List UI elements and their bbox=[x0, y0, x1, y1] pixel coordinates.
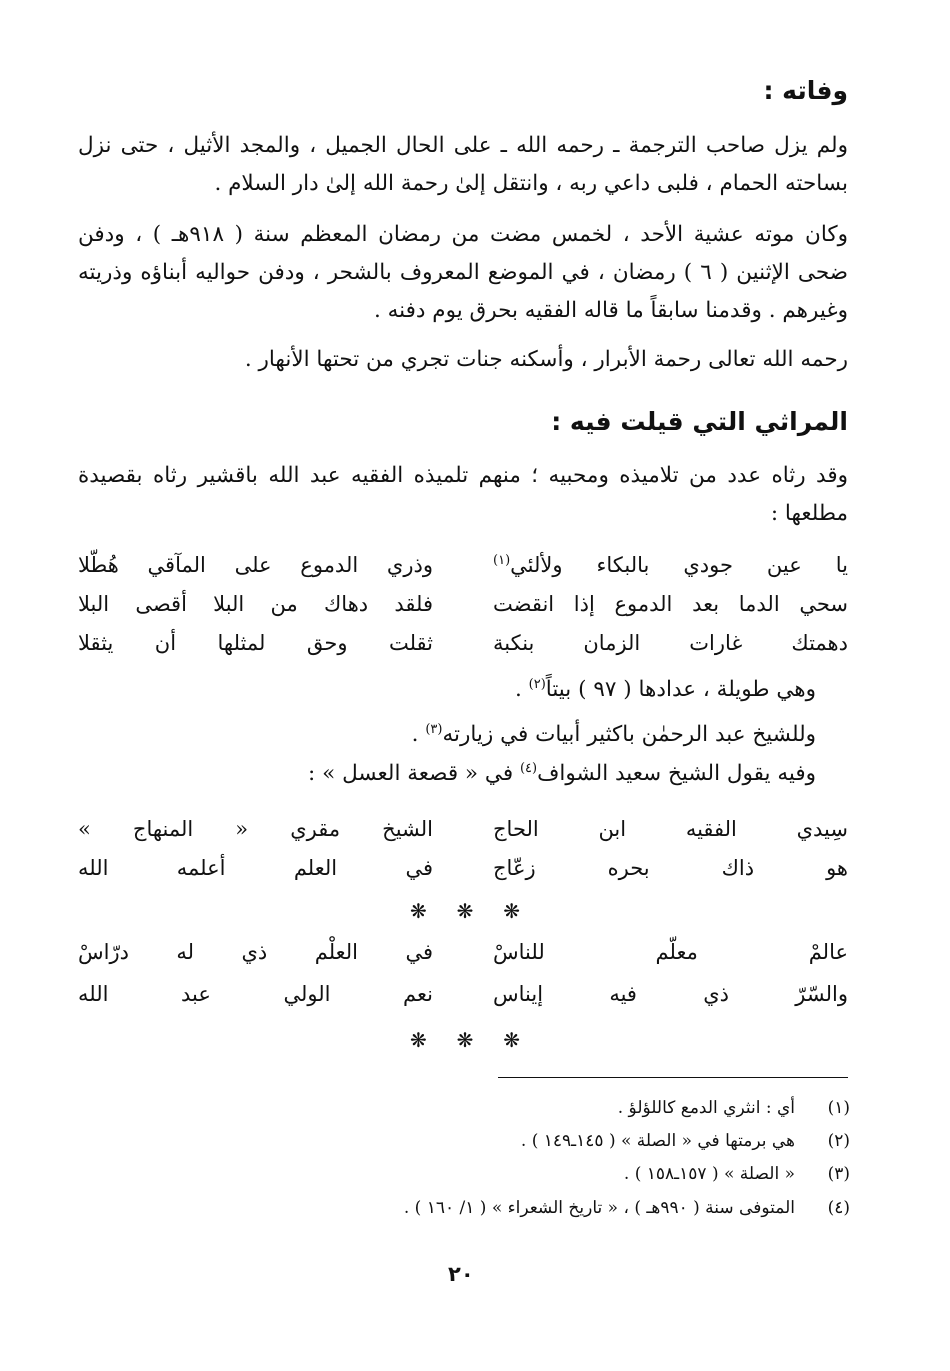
footnote-divider bbox=[498, 1077, 848, 1078]
footnote-text: هي برمتها في « الصلة » ( ١٤٥ـ١٤٩ ) . bbox=[520, 1131, 795, 1151]
footnote bbox=[624, 1159, 850, 1189]
verse-first-hemistich: سِيدي الفقيه ابن الحاج bbox=[493, 817, 848, 841]
death-paragraph-3: رحمه الله تعالى رحمة الأبرار ، وأسكنه جنات تجري من تحتها الأنهار . bbox=[244, 347, 848, 372]
star-ornament-icon: ❋ bbox=[456, 1028, 474, 1052]
stanza-separator bbox=[410, 899, 520, 923]
star-ornament-icon: ❋ bbox=[456, 899, 474, 923]
footnote-number: (٢) bbox=[827, 1131, 850, 1151]
elegies-heading: المراثي التي قيلت فيه : bbox=[551, 407, 848, 436]
footnote-ref: (١) bbox=[493, 553, 511, 568]
footnote-text: « الصلة » ( ١٥٧ـ١٥٨ ) . bbox=[623, 1164, 795, 1184]
verse-first-hemistich: والسّرّ ذي فيه إيناس bbox=[493, 982, 848, 1006]
poem-verse bbox=[78, 810, 848, 848]
footnote bbox=[521, 1126, 850, 1156]
poem-verse bbox=[78, 585, 848, 623]
death-heading: وفاته : bbox=[763, 76, 848, 105]
footnote-ref: (٤) bbox=[519, 760, 538, 776]
star-ornament-icon: ❋ bbox=[503, 1028, 520, 1052]
poem-verse bbox=[78, 624, 848, 662]
stanza-separator bbox=[410, 1028, 520, 1052]
verse-second-hemistich: الشيخ مقري « المنهاج » bbox=[78, 817, 433, 841]
footnote-number: (٤) bbox=[827, 1198, 850, 1218]
verse-second-hemistich: في العلم أعلمه الله bbox=[78, 856, 433, 880]
verse-second-hemistich: ثقلت وحق لمثلها أن يثقلا bbox=[78, 631, 433, 655]
shawwaf-note: وفيه يقول الشيخ سعيد الشواف$^{(٤)}$ في « قصعة العسل » : bbox=[308, 760, 816, 786]
verse-second-hemistich: في العلْم ذي له درّاسْ bbox=[78, 940, 433, 964]
verse-first-hemistich: عالمْ معلّم للناسْ bbox=[493, 940, 848, 964]
elegies-intro-paragraph: وقد رثاه عدد من تلاميذه ومحبيه ؛ منهم تلميذه الفقيه عبد الله باقشير رثاه بقصيدة مطلعها : bbox=[78, 463, 848, 526]
star-ornament-icon: ❋ bbox=[410, 899, 427, 923]
star-ornament-icon: ❋ bbox=[503, 899, 520, 923]
verse-second-hemistich: نعم الولي عبد الله bbox=[78, 982, 433, 1006]
verse-first-hemistich: يا عين جودي بالبكاء ولألئي$^{(١)}$ bbox=[493, 553, 848, 577]
bakathir-note: وللشيخ عبد الرحمٰن باكثير أبيات في زيارته$^{(٣)}$ . bbox=[411, 721, 816, 747]
footnote-ref: (٣) bbox=[425, 721, 443, 737]
poem-verse bbox=[78, 933, 848, 971]
verse-first-hemistich: هو ذاك بحره زعّاج bbox=[493, 856, 848, 880]
footnote bbox=[404, 1193, 850, 1223]
poem-verse bbox=[78, 546, 848, 584]
death-paragraph-2: وكان موته عشية الأحد ، لخمس مضت من رمضان المعظم سنة ( ٩١٨هـ ) ، ودفن ضحى الإثنين ( ٦ ) رمضان ، في الموضع المعروف بالشحر ، ودفن حواليه أبناؤه وذريته وغيرهم . وقدمنا سابقاً ما قاله الفقيه بحرق يوم دفنه . bbox=[78, 222, 849, 323]
poem-verse bbox=[78, 975, 848, 1013]
death-paragraph-1: ولم يزل صاحب الترجمة ـ رحمه الله ـ على الحال الجميل ، والمجد الأثيل ، حتى نزل بساحته الحمام ، فلبى داعي ربه ، وانتقل إلىٰ رحمة الله إلىٰ دار السلام . bbox=[78, 133, 848, 196]
footnote-ref: (٢) bbox=[528, 676, 546, 692]
verse-first-hemistich: سحي الدما بعد الدموع إذا انقضت bbox=[493, 592, 848, 616]
poem-length-note: وهي طويلة ، عدادها ( ٩٧ ) بيتاً$^{(٢)}$ . bbox=[514, 676, 816, 702]
poem-verse bbox=[78, 849, 848, 887]
page-number: ٢٠ bbox=[448, 1262, 474, 1286]
footnote-text: أي : انثري الدمع كاللؤلؤ . bbox=[617, 1098, 795, 1118]
verse-second-hemistich: فلقد دهاك من البلا أقصى البلا bbox=[78, 592, 433, 616]
verse-second-hemistich: وذري الدموع على المآقي هُطّلا bbox=[78, 553, 433, 577]
footnote bbox=[618, 1093, 850, 1123]
footnote-number: (٣) bbox=[827, 1164, 850, 1184]
footnote-text: المتوفى سنة ( ٩٩٠هـ ) ، « تاريخ الشعراء » ( ١/ ١٦٠ ) . bbox=[403, 1198, 795, 1218]
verse-first-hemistich: دهمتك غارات الزمان بنكبة bbox=[493, 631, 848, 655]
star-ornament-icon: ❋ bbox=[410, 1028, 427, 1052]
footnote-number: (١) bbox=[827, 1098, 850, 1118]
